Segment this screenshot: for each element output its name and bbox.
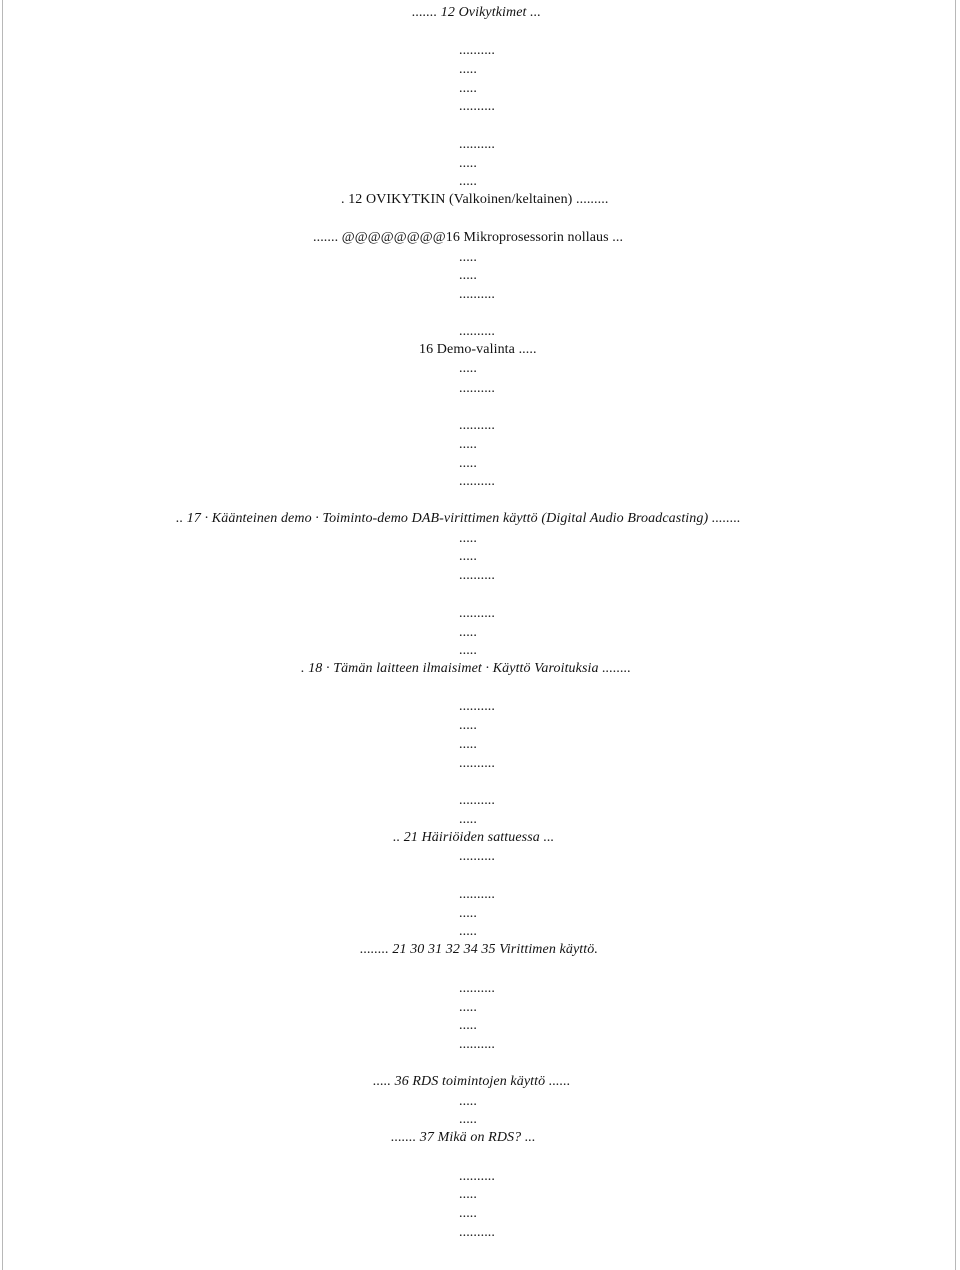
toc-leader: ..... <box>459 156 477 171</box>
toc-leader: .......... <box>459 418 495 433</box>
toc-leader: ..... <box>459 737 477 752</box>
toc-leader: ..... <box>459 1018 477 1033</box>
toc-entry-kaanteinen-demo: .. 17 · Käänteinen demo · Toiminto-demo DAB-virittimen käyttö (Digital Audio Broadcasting) ........ <box>176 511 741 526</box>
toc-leader: ..... <box>459 174 477 189</box>
toc-leader: .......... <box>459 381 495 396</box>
toc-leader: .......... <box>459 699 495 714</box>
toc-entry-ilmaisimet-varoituksia: . 18 · Tämän laitteen ilmaisimet · Käyttö Varoituksia ........ <box>301 661 632 676</box>
toc-entry-demo-valinta: 16 Demo-valinta ..... <box>419 342 537 357</box>
toc-entry-mika-on-rds: ....... 37 Mikä on RDS? ... <box>391 1130 536 1145</box>
toc-leader: ..... <box>459 1094 477 1109</box>
toc-leader: .......... <box>459 756 495 771</box>
toc-leader: .......... <box>459 287 495 302</box>
toc-leader: .......... <box>459 606 495 621</box>
toc-leader: .......... <box>459 474 495 489</box>
toc-leader: ..... <box>459 437 477 452</box>
toc-leader: .......... <box>459 1169 495 1184</box>
toc-leader: .......... <box>459 43 495 58</box>
toc-leader: ..... <box>459 906 477 921</box>
toc-leader: ..... <box>459 62 477 77</box>
toc-leader: ..... <box>459 625 477 640</box>
toc-leader: ..... <box>459 268 477 283</box>
toc-leader: .......... <box>459 99 495 114</box>
toc-leader: ..... <box>459 81 477 96</box>
toc-leader: ..... <box>459 250 477 265</box>
toc-leader: .......... <box>459 793 495 808</box>
toc-leader: .......... <box>459 1225 495 1240</box>
toc-leader: ..... <box>459 1112 477 1127</box>
toc-leader: .......... <box>459 568 495 583</box>
toc-leader: ..... <box>459 812 477 827</box>
toc-leader: .......... <box>459 324 495 339</box>
toc-leader: ..... <box>459 531 477 546</box>
toc-leader: .......... <box>459 1037 495 1052</box>
toc-leader: .......... <box>459 137 495 152</box>
toc-leader: .......... <box>459 981 495 996</box>
toc-leader: ..... <box>459 1000 477 1015</box>
toc-entry-ovikytkin: . 12 OVIKYTKIN (Valkoinen/keltainen) ......... <box>341 192 609 207</box>
toc-entry-hairioiden-sattuessa: .. 21 Häiriöiden sattuessa ... <box>393 830 555 845</box>
toc-leader: ..... <box>459 924 477 939</box>
toc-entry-rds-toiminnot: ..... 36 RDS toimintojen käyttö ...... <box>373 1074 571 1089</box>
toc-leader: ..... <box>459 456 477 471</box>
toc-leader: .......... <box>459 849 495 864</box>
toc-entry-ovikytkimet: ....... 12 Ovikytkimet ... <box>412 5 541 20</box>
toc-leader: ..... <box>459 643 477 658</box>
toc-leader: ..... <box>459 1187 477 1202</box>
toc-leader: ..... <box>459 1206 477 1221</box>
toc-entry-mikroprosessorin-nollaus: ....... @@@@@@@@16 Mikroprosessorin nollaus ... <box>313 230 624 245</box>
toc-leader: ..... <box>459 549 477 564</box>
toc-leader: .......... <box>459 887 495 902</box>
toc-leader: ..... <box>459 361 477 376</box>
toc-entry-virittimen-kaytto: ........ 21 30 31 32 34 35 Virittimen käyttö. <box>360 942 598 957</box>
toc-leader: ..... <box>459 718 477 733</box>
